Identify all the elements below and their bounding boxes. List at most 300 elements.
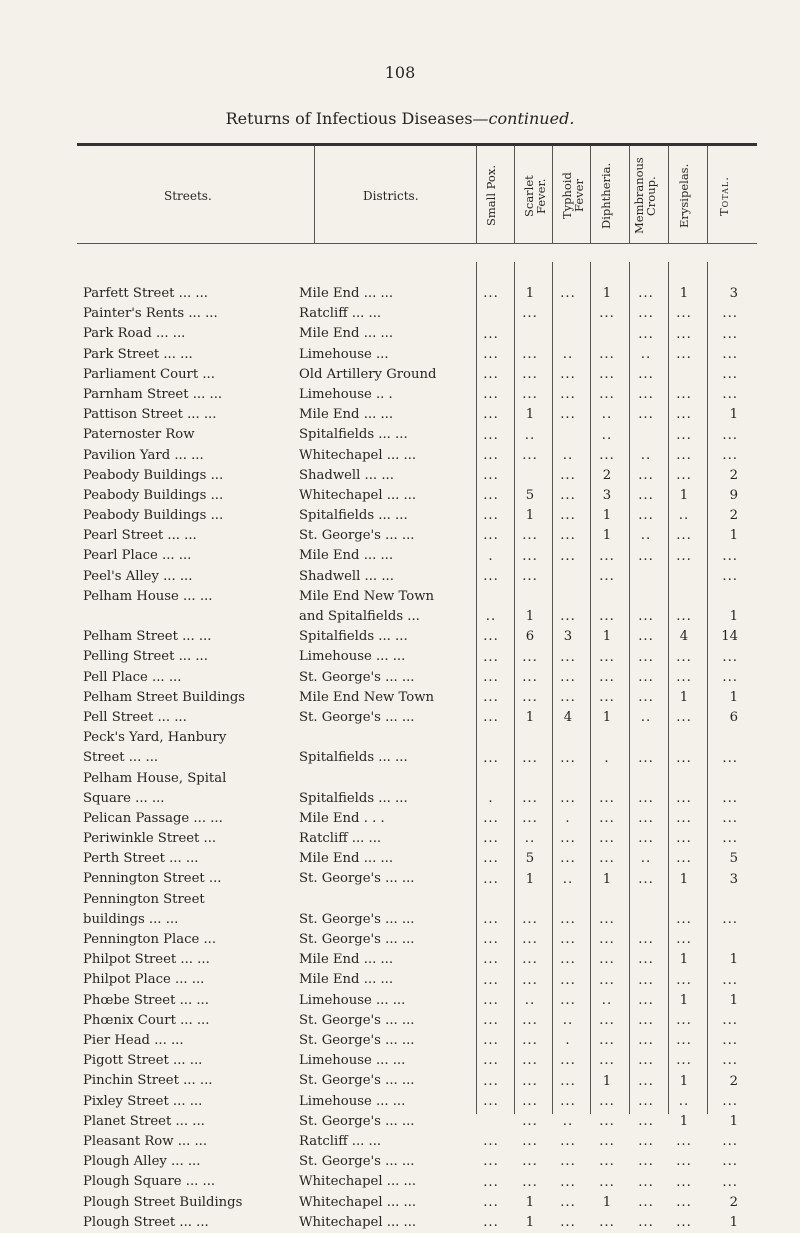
cell-membranous-croup: .. [640, 710, 652, 726]
cell-total: ... [722, 790, 738, 806]
street-name [83, 1213, 283, 1233]
cell-typhoid-fever: .. [562, 1013, 574, 1028]
street-name [83, 324, 283, 344]
street-name [83, 567, 283, 587]
cell-scarlet-fever: 1 [525, 871, 535, 887]
cell-small-pox: ... [483, 346, 499, 362]
cell-diphtheria: .. [601, 427, 613, 443]
cell-small-pox: ... [483, 427, 499, 443]
district-name-line: Limehouse ... ... [299, 992, 406, 1008]
cell-membranous-croup: .. [640, 346, 652, 362]
cell-typhoid-fever: ... [560, 1053, 576, 1069]
cell-small-pox: ... [483, 1174, 499, 1190]
header-divider [314, 146, 315, 243]
district-name-line: St. George's ... ... [299, 1073, 415, 1089]
street-name-line: Philpot Place ... ... [83, 972, 205, 988]
cell-erysipelas: ... [676, 912, 692, 928]
street-name [83, 991, 283, 1011]
district-name-line: St. George's ... ... [299, 932, 415, 948]
street-name [83, 304, 283, 324]
cell-diphtheria: 1 [602, 286, 612, 302]
cell-membranous-croup: ... [638, 992, 654, 1008]
cell-typhoid-fever: 4 [563, 710, 573, 726]
cell-scarlet-fever: 1 [525, 1194, 535, 1210]
district-name-line: Mile End . . . [299, 810, 385, 826]
table-row [0, 1051, 800, 1071]
table-row [0, 405, 800, 425]
cell-diphtheria: ... [599, 1113, 615, 1129]
cell-typhoid-fever: ... [560, 952, 576, 968]
cell-diphtheria: ... [599, 952, 615, 968]
district-name-line: St. George's ... ... [299, 871, 415, 887]
district-name [299, 688, 469, 708]
cell-typhoid-fever: ... [560, 750, 576, 766]
cell-scarlet-fever: ... [522, 669, 538, 685]
cell-membranous-croup: ... [638, 629, 654, 645]
street-name [83, 829, 283, 849]
cell-erysipelas: ... [676, 467, 692, 483]
cell-small-pox: ... [483, 326, 499, 342]
district-name [299, 567, 469, 587]
cell-membranous-croup: ... [638, 548, 654, 564]
cell-scarlet-fever: 5 [525, 851, 535, 867]
cell-diphtheria: ... [599, 790, 615, 806]
cell-diphtheria: ... [599, 366, 615, 382]
cell-typhoid-fever: ... [560, 609, 576, 625]
cell-total: 2 [729, 508, 738, 524]
cell-diphtheria: ... [599, 669, 615, 685]
street-name [83, 1031, 283, 1051]
cell-diphtheria: 1 [602, 528, 612, 544]
cell-typhoid-fever: ... [560, 1134, 576, 1150]
cell-erysipelas: ... [676, 972, 692, 988]
cell-diphtheria: .. [601, 407, 613, 423]
district-name-line: Mile End ... ... [299, 952, 394, 968]
table-row [0, 708, 800, 728]
street-name-line [83, 607, 283, 627]
cell-diphtheria: .. [601, 992, 613, 1008]
district-name [299, 668, 469, 688]
cell-typhoid-fever: ... [560, 790, 576, 806]
street-name [83, 345, 283, 365]
cell-erysipelas: 1 [679, 992, 689, 1008]
street-name [83, 627, 283, 647]
cell-diphtheria: 1 [602, 871, 612, 887]
page-number: 108 [384, 63, 416, 82]
cell-typhoid-fever: ... [560, 669, 576, 685]
cell-erysipelas: 1 [679, 871, 689, 887]
cell-small-pox: ... [483, 750, 499, 766]
table-row [0, 1031, 800, 1051]
district-name-line: St. George's ... ... [299, 1033, 415, 1048]
cell-membranous-croup: ... [638, 1194, 654, 1210]
header-scarlet-fever: Scarlet Fever. [522, 175, 548, 217]
cell-diphtheria: ... [599, 1134, 615, 1150]
street-name-line: Pigott Street ... ... [83, 1053, 203, 1069]
street-name-line: Parnham Street ... ... [83, 386, 223, 402]
cell-erysipelas: ... [676, 1174, 692, 1190]
cell-small-pox: ... [483, 811, 499, 827]
cell-membranous-croup: ... [638, 689, 654, 705]
street-name-line: Pleasant Row ... ... [83, 1133, 208, 1149]
cell-total: ... [722, 1033, 738, 1049]
cell-erysipelas: ... [676, 407, 692, 423]
cell-scarlet-fever: ... [522, 1053, 538, 1069]
table-row [0, 304, 800, 324]
cell-total: ... [722, 387, 738, 403]
header-divider [476, 146, 477, 243]
table-row [0, 587, 800, 627]
title-main: Returns of Infectious Diseases [225, 109, 473, 128]
district-name [299, 304, 469, 324]
cell-total: ... [722, 568, 738, 584]
street-name-line: buildings ... ... [83, 911, 179, 927]
cell-small-pox: .. [485, 609, 497, 625]
cell-scarlet-fever: 1 [525, 1214, 535, 1230]
street-name [83, 1172, 283, 1192]
cell-typhoid-fever: ... [560, 972, 576, 988]
district-name-line: Old Artillery Ground [299, 366, 437, 382]
street-name-line: Pinchin Street ... ... [83, 1073, 213, 1089]
district-name-line: Limehouse .. . [299, 386, 393, 402]
cell-typhoid-fever: ... [560, 1174, 576, 1190]
cell-scarlet-fever: ... [522, 790, 538, 806]
header-divider [629, 146, 630, 243]
table-row [0, 1112, 800, 1132]
cell-typhoid-fever: ... [560, 1093, 576, 1109]
cell-erysipelas: ... [676, 790, 692, 806]
cell-small-pox: . [488, 790, 494, 806]
table-row [0, 1152, 800, 1172]
cell-erysipelas: ... [676, 326, 692, 342]
street-name [83, 950, 283, 970]
cell-membranous-croup: ... [638, 467, 654, 483]
cell-total: ... [722, 326, 738, 342]
cell-membranous-croup: ... [638, 306, 654, 322]
cell-diphtheria: ... [599, 568, 615, 584]
cell-diphtheria: ... [599, 932, 615, 948]
district-name-line: Whitechapel ... ... [299, 1214, 417, 1230]
cell-erysipelas: ... [676, 609, 692, 625]
cell-scarlet-fever: 1 [525, 286, 535, 302]
cell-small-pox: ... [483, 972, 499, 988]
district-name [299, 1213, 469, 1233]
district-name [299, 627, 469, 647]
cell-small-pox: ... [483, 912, 499, 928]
district-name [299, 1092, 469, 1112]
cell-diphtheria: ... [599, 972, 615, 988]
district-name [299, 587, 469, 627]
district-name [299, 1193, 469, 1213]
cell-scarlet-fever: ... [522, 548, 538, 564]
cell-total: ... [722, 427, 738, 443]
district-name-line: St. George's ... ... [299, 1113, 415, 1129]
cell-scarlet-fever: ... [522, 306, 538, 322]
table-row [0, 1092, 800, 1112]
district-name [299, 425, 469, 445]
district-name-line: Spitalfields ... ... [299, 750, 408, 766]
district-name-line: Mile End New Town [299, 689, 435, 705]
cell-diphtheria: ... [599, 1033, 615, 1049]
street-name-line: Pelling Street ... ... [83, 649, 208, 665]
cell-total: ... [722, 447, 738, 463]
district-name [299, 890, 469, 930]
cell-scarlet-fever: ... [522, 346, 538, 362]
street-name [83, 688, 283, 708]
street-name-line: Pell Street ... ... [83, 709, 187, 725]
street-name-line: Street ... ... [83, 750, 159, 766]
cell-membranous-croup: ... [638, 871, 654, 887]
cell-total: ... [722, 811, 738, 827]
page-title [0, 109, 800, 128]
cell-scarlet-fever: ... [522, 932, 538, 948]
district-name [299, 1011, 469, 1031]
cell-small-pox: ... [483, 952, 499, 968]
cell-small-pox: ... [483, 1073, 499, 1089]
cell-typhoid-fever: ... [560, 387, 576, 403]
table-body [0, 284, 800, 1233]
street-name-line: Plough Street Buildings [83, 1194, 243, 1210]
cell-membranous-croup: ... [638, 609, 654, 625]
table-row [0, 950, 800, 970]
cell-total: 2 [729, 467, 738, 483]
cell-membranous-croup: .. [640, 447, 652, 463]
street-name [83, 930, 283, 950]
cell-erysipelas: ... [676, 710, 692, 726]
street-name-line: Planet Street ... ... [83, 1113, 205, 1129]
street-name-line: Periwinkle Street ... [83, 831, 217, 847]
cell-erysipelas: .. [678, 508, 690, 524]
cell-erysipelas: ... [676, 649, 692, 665]
cell-scarlet-fever: 1 [525, 508, 535, 524]
header-total: Total. [717, 176, 731, 216]
street-name [83, 446, 283, 466]
district-name-line: Whitechapel ... ... [299, 487, 417, 503]
cell-membranous-croup: ... [638, 407, 654, 423]
district-name [299, 546, 469, 566]
cell-scarlet-fever: 6 [525, 629, 535, 645]
street-name-line: Phœbe Street ... ... [83, 992, 209, 1008]
cell-diphtheria: ... [599, 689, 615, 705]
cell-total: 14 [721, 629, 738, 645]
district-name [299, 526, 469, 546]
cell-small-pox: ... [483, 871, 499, 887]
cell-erysipelas: ... [676, 1194, 692, 1210]
cell-small-pox: ... [483, 1134, 499, 1150]
cell-membranous-croup: ... [638, 952, 654, 968]
street-name-line: Peabody Buildings ... [83, 508, 224, 524]
cell-small-pox: ... [483, 1093, 499, 1109]
district-name [299, 324, 469, 344]
cell-scarlet-fever: ... [522, 1073, 538, 1089]
table-header-rule [77, 243, 757, 244]
district-name-line: Limehouse ... ... [299, 649, 406, 665]
street-name [83, 526, 283, 546]
street-name [83, 1132, 283, 1152]
cell-scarlet-fever: 1 [525, 710, 535, 726]
cell-membranous-croup: .. [640, 528, 652, 544]
cell-scarlet-fever: ... [522, 1033, 538, 1049]
street-name-line: Plough Square ... ... [83, 1174, 216, 1190]
cell-total: 3 [729, 871, 738, 887]
cell-total: ... [722, 1093, 738, 1109]
cell-erysipelas: 1 [679, 488, 689, 504]
cell-total: ... [722, 1154, 738, 1170]
cell-erysipelas: ... [676, 1013, 692, 1028]
cell-scarlet-fever: ... [522, 1013, 538, 1028]
cell-scarlet-fever: ... [522, 1174, 538, 1190]
cell-scarlet-fever: 5 [525, 488, 535, 504]
cell-diphtheria: ... [599, 851, 615, 867]
cell-scarlet-fever: ... [522, 387, 538, 403]
cell-diphtheria: ... [599, 1214, 615, 1230]
street-name-line: Park Street ... ... [83, 346, 193, 362]
cell-membranous-croup: ... [638, 387, 654, 403]
district-name [299, 950, 469, 970]
cell-erysipelas: 1 [679, 1113, 689, 1129]
district-name-line: Spitalfields ... ... [299, 629, 408, 645]
cell-total: 2 [729, 1194, 738, 1210]
cell-erysipelas: ... [676, 831, 692, 847]
cell-total: ... [722, 669, 738, 685]
table-row [0, 970, 800, 990]
header-divider [668, 146, 669, 243]
cell-erysipelas: ... [676, 932, 692, 948]
table-row [0, 688, 800, 708]
cell-membranous-croup: ... [638, 811, 654, 827]
cell-scarlet-fever: .. [524, 992, 536, 1008]
district-name [299, 284, 469, 304]
district-name-line: St. George's ... ... [299, 1154, 415, 1170]
street-name-line: Pell Place ... ... [83, 669, 182, 685]
cell-typhoid-fever: ... [560, 508, 576, 524]
table-row [0, 506, 800, 526]
cell-diphtheria: ... [599, 346, 615, 362]
cell-typhoid-fever: ... [560, 649, 576, 665]
cell-diphtheria: ... [599, 1174, 615, 1190]
cell-typhoid-fever: ... [560, 1194, 576, 1210]
header-membranous-croup: Membranous Croup. [632, 157, 658, 234]
table-row [0, 930, 800, 950]
cell-total: ... [722, 750, 738, 766]
table-row [0, 1172, 800, 1192]
street-name [83, 849, 283, 869]
header-districts: Districts. [363, 189, 419, 203]
cell-total: ... [722, 972, 738, 988]
district-name-line: Shadwell ... ... [299, 467, 394, 483]
street-name-line: Peck's Yard, Hanbury [83, 730, 227, 746]
cell-scarlet-fever: ... [522, 750, 538, 766]
street-name-line: Pennington Street [83, 891, 205, 907]
district-name-line: St. George's ... ... [299, 911, 415, 927]
cell-scarlet-fever: ... [522, 689, 538, 705]
cell-total: ... [722, 346, 738, 362]
district-name-line: Whitechapel ... ... [299, 1194, 417, 1210]
cell-typhoid-fever: . [565, 811, 571, 827]
district-name [299, 849, 469, 869]
district-name-line: Spitalfields ... ... [299, 790, 408, 806]
cell-total: 1 [729, 609, 738, 625]
header-streets: Streets. [164, 189, 212, 203]
cell-typhoid-fever: ... [560, 992, 576, 1008]
street-name-line: Perth Street ... ... [83, 851, 199, 867]
street-name-line: Pelham Street Buildings [83, 689, 246, 705]
cell-diphtheria: ... [599, 306, 615, 322]
cell-membranous-croup: ... [638, 750, 654, 766]
street-name [83, 385, 283, 405]
street-name-line: Phœnix Court ... ... [83, 1012, 210, 1028]
street-name [83, 1011, 283, 1031]
district-name [299, 446, 469, 466]
cell-membranous-croup: ... [638, 1013, 654, 1028]
cell-total: ... [722, 1174, 738, 1190]
header-divider [514, 146, 515, 243]
table-row [0, 385, 800, 405]
cell-scarlet-fever: ... [522, 568, 538, 584]
cell-typhoid-fever: ... [560, 912, 576, 928]
cell-diphtheria: ... [599, 811, 615, 827]
cell-small-pox: ... [483, 286, 499, 302]
table-row [0, 567, 800, 587]
district-name [299, 1051, 469, 1071]
cell-diphtheria: ... [599, 447, 615, 463]
cell-small-pox: ... [483, 467, 499, 483]
cell-scarlet-fever: ... [522, 912, 538, 928]
cell-erysipelas: .. [678, 1093, 690, 1109]
header-divider [552, 146, 553, 243]
table-row [0, 546, 800, 566]
district-name [299, 728, 469, 768]
cell-membranous-croup: ... [638, 932, 654, 948]
district-name-line: Ratcliff ... ... [299, 831, 382, 847]
street-name-line: Parfett Street ... ... [83, 286, 209, 301]
table-row [0, 1193, 800, 1213]
cell-total: 1 [729, 528, 738, 544]
district-name-line: Mile End ... ... [299, 851, 394, 867]
cell-small-pox: ... [483, 568, 499, 584]
cell-scarlet-fever: .. [524, 831, 536, 847]
table-row [0, 284, 800, 304]
table-row [0, 627, 800, 647]
cell-scarlet-fever: ... [522, 1113, 538, 1129]
cell-scarlet-fever: .. [524, 427, 536, 443]
cell-scarlet-fever: ... [522, 1154, 538, 1170]
cell-membranous-croup: ... [638, 1093, 654, 1109]
street-name [83, 587, 283, 627]
street-name [83, 1193, 283, 1213]
cell-erysipelas: ... [676, 851, 692, 867]
cell-erysipelas: ... [676, 750, 692, 766]
district-name [299, 991, 469, 1011]
street-name [83, 708, 283, 728]
street-name [83, 1051, 283, 1071]
cell-diphtheria: 2 [602, 467, 612, 483]
cell-diphtheria: ... [599, 1093, 615, 1109]
street-name [83, 466, 283, 486]
district-name-line: Mile End ... ... [299, 286, 394, 301]
cell-small-pox: ... [483, 1214, 499, 1230]
cell-erysipelas: ... [676, 669, 692, 685]
cell-membranous-croup: ... [638, 1033, 654, 1049]
cell-diphtheria: 3 [602, 488, 612, 504]
street-name-line: Square ... ... [83, 790, 165, 806]
cell-diphtheria: ... [599, 912, 615, 928]
street-name [83, 769, 283, 809]
cell-diphtheria: ... [599, 649, 615, 665]
district-name [299, 506, 469, 526]
district-name [299, 1112, 469, 1132]
cell-membranous-croup: ... [638, 831, 654, 847]
